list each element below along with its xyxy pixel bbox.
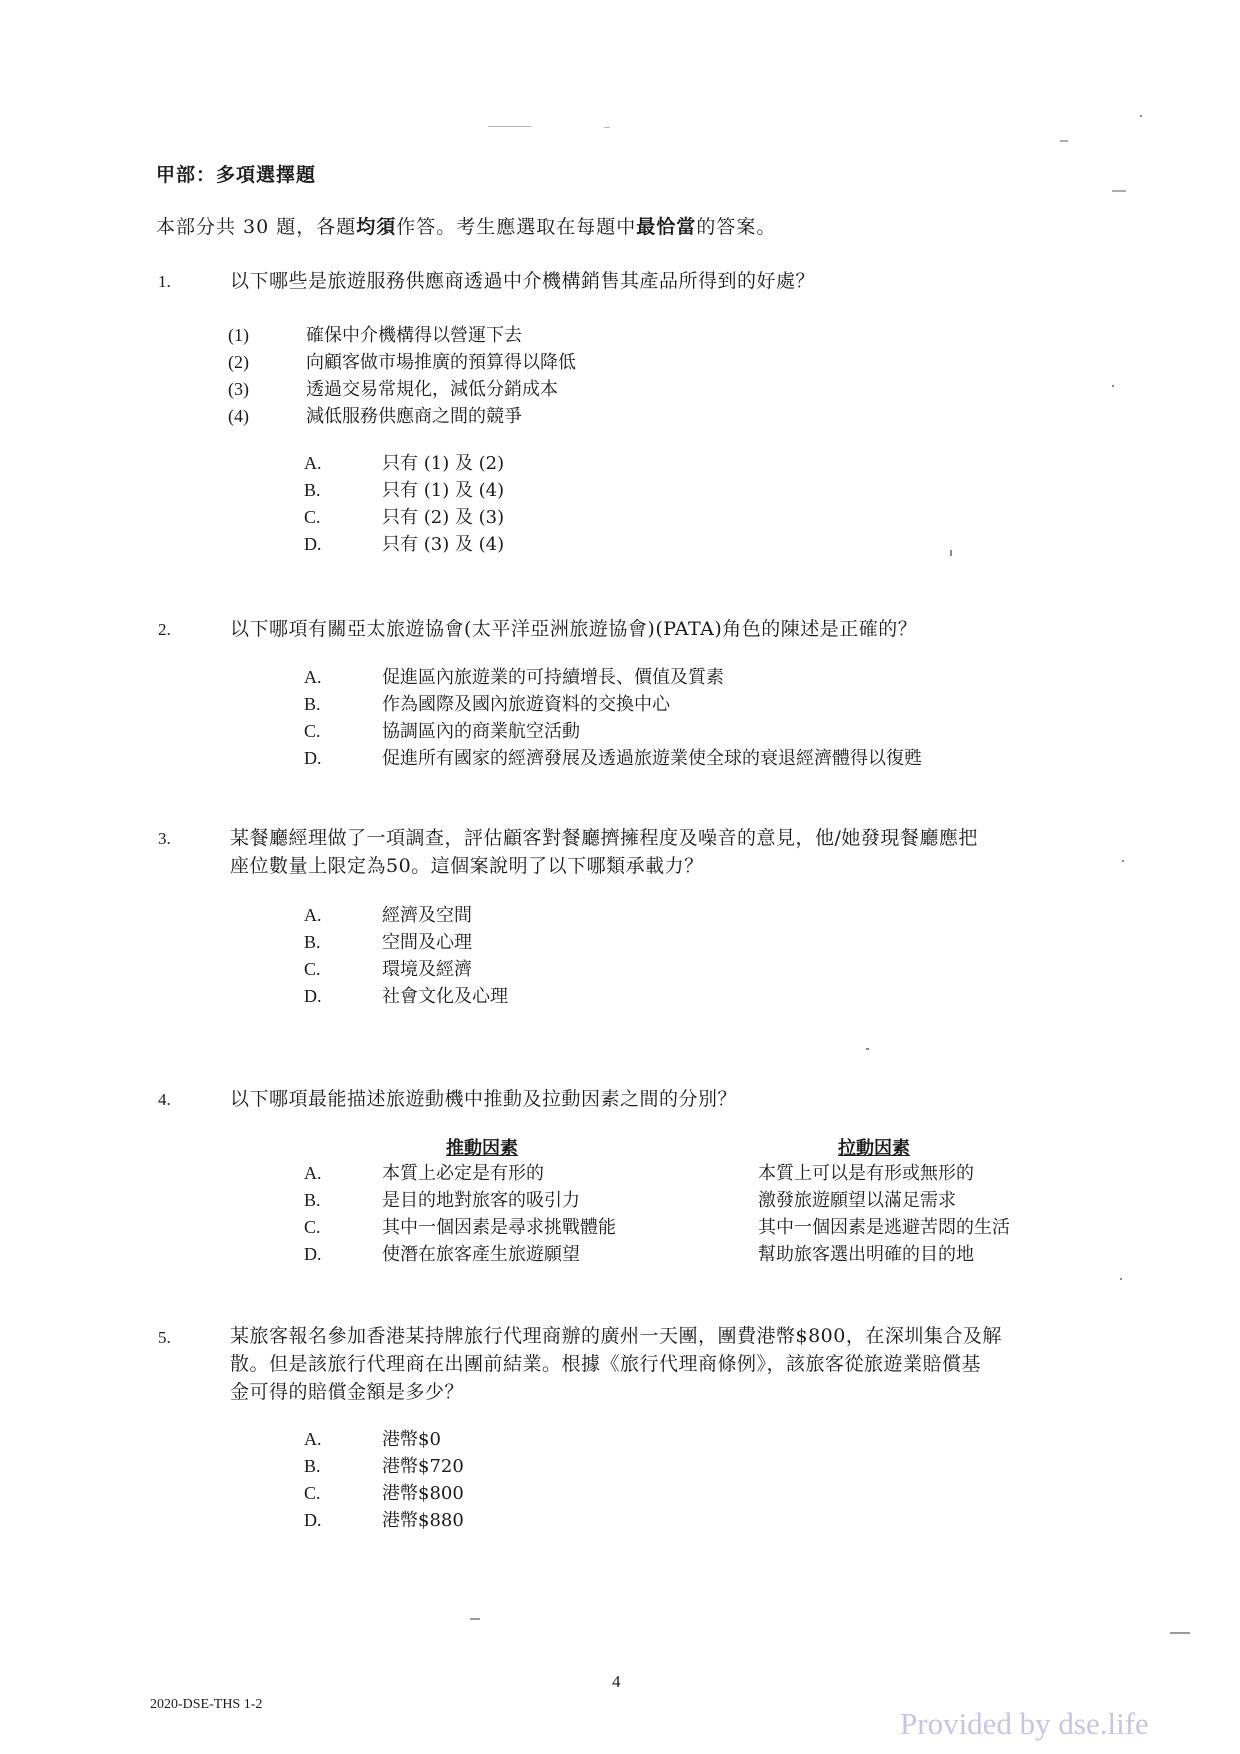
option-c: C. 只有 (2) 及 (3) bbox=[304, 507, 505, 528]
table-row: A. 本質上必定是有形的 本質上可以是有形或無形的 bbox=[304, 1163, 974, 1184]
scan-speck bbox=[604, 127, 610, 128]
page-number: 4 bbox=[612, 1672, 621, 1691]
option-b: B. 作為國際及國內旅遊資料的交換中心 bbox=[304, 694, 670, 715]
option-a: A. 促進區內旅遊業的可持續增長、價值及質素 bbox=[304, 667, 724, 688]
scan-speck bbox=[1112, 190, 1126, 192]
option-d: D. 社會文化及心理 bbox=[304, 986, 508, 1007]
scan-speck bbox=[1120, 1278, 1122, 1280]
scan-speck bbox=[470, 1618, 480, 1620]
question-text-line: 座位數量上限定為50。這個案說明了以下哪類承載力？ bbox=[230, 855, 704, 877]
question-text bbox=[230, 1322, 1002, 1406]
question-text: 以下哪項有關亞太旅遊協會(太平洋亞洲旅遊協會)(PATA)角色的陳述是正確的？ bbox=[230, 618, 918, 640]
option-c: C. 港幣$800 bbox=[304, 1483, 464, 1504]
scan-speck bbox=[1170, 1632, 1190, 1634]
option-b: B. 港幣$720 bbox=[304, 1456, 464, 1477]
option-list bbox=[304, 1426, 464, 1534]
option-b: B. 只有 (1) 及 (4) bbox=[304, 480, 505, 501]
option-a: A. 港幣$0 bbox=[304, 1429, 441, 1450]
scan-speck bbox=[1060, 140, 1068, 142]
statement-item: (4) 減低服務供應商之間的競爭 bbox=[228, 406, 522, 427]
option-c: C. 環境及經濟 bbox=[304, 959, 472, 980]
column-header-push: 推動因素 bbox=[446, 1138, 518, 1159]
question-text-line: 某餐廳經理做了一項調查，評估顧客對餐廳擠擁程度及噪音的意見，他/她發現餐廳應把 bbox=[230, 827, 978, 849]
scan-speck bbox=[1140, 115, 1142, 117]
watermark: Provided by dse.life bbox=[900, 1706, 1149, 1741]
section-instructions: 本部分共 30 題，各題均須作答。考生應選取在每題中最恰當的答案。 bbox=[156, 216, 777, 238]
scan-speck bbox=[1112, 385, 1114, 387]
table-row: B. 是目的地對旅客的吸引力 激發旅遊願望以滿足需求 bbox=[304, 1190, 956, 1211]
statement-item: (3) 透過交易常規化，減低分銷成本 bbox=[228, 379, 558, 400]
question-text: 以下哪項最能描述旅遊動機中推動及拉動因素之間的分別？ bbox=[230, 1088, 738, 1110]
option-a: A. 經濟及空間 bbox=[304, 905, 472, 926]
option-d: D. 只有 (3) 及 (4) bbox=[304, 534, 505, 555]
section-title: 甲部：多項選擇題 bbox=[156, 164, 317, 186]
option-list bbox=[304, 902, 508, 1010]
scan-speck bbox=[488, 126, 532, 127]
statement-item: (2) 向顧客做市場推廣的預算得以降低 bbox=[228, 352, 576, 373]
scan-speck bbox=[950, 550, 952, 556]
option-d: D. 促進所有國家的經濟發展及透過旅遊業使全球的衰退經濟體得以復甦 bbox=[304, 748, 922, 769]
question-number: 1. bbox=[158, 272, 171, 291]
table-row: C. 其中一個因素是尋求挑戰體能 其中一個因素是逃避苦悶的生活 bbox=[304, 1217, 1010, 1238]
scan-speck bbox=[1122, 860, 1124, 862]
scan-speck bbox=[866, 1048, 869, 1050]
question-number: 4. bbox=[158, 1090, 171, 1109]
statement-list bbox=[228, 322, 576, 430]
option-list bbox=[304, 664, 922, 772]
question-number: 2. bbox=[158, 620, 171, 639]
question-number: 5. bbox=[158, 1328, 171, 1347]
option-b: B. 空間及心理 bbox=[304, 932, 472, 953]
question-text-line: 散。但是該旅行代理商在出團前結業。根據《旅行代理商條例》，該旅客從旅遊業賠償基 bbox=[230, 1353, 982, 1375]
question-number: 3. bbox=[158, 829, 171, 848]
option-d: D. 港幣$880 bbox=[304, 1510, 464, 1531]
question-text-line: 某旅客報名參加香港某持牌旅行代理商辦的廣州一天團，團費港幣$800，在深圳集合及解 bbox=[230, 1325, 1002, 1347]
table-row: D. 使潛在旅客產生旅遊願望 幫助旅客選出明確的目的地 bbox=[304, 1244, 974, 1265]
question-text bbox=[230, 824, 978, 880]
column-header-pull: 拉動因素 bbox=[838, 1138, 910, 1159]
option-list bbox=[304, 450, 504, 558]
option-a: A. 只有 (1) 及 (2) bbox=[304, 453, 505, 474]
question-text-line: 金可得的賠償金額是多少？ bbox=[230, 1381, 465, 1403]
statement-item: (1) 確保中介機構得以營運下去 bbox=[228, 325, 522, 346]
question-text: 以下哪些是旅遊服務供應商透過中介機構銷售其產品所得到的好處？ bbox=[230, 270, 816, 292]
paper-code: 2020-DSE-THS 1-2 bbox=[150, 1697, 263, 1712]
option-c: C. 協調區內的商業航空活動 bbox=[304, 721, 580, 742]
comparison-table bbox=[304, 1160, 1010, 1268]
